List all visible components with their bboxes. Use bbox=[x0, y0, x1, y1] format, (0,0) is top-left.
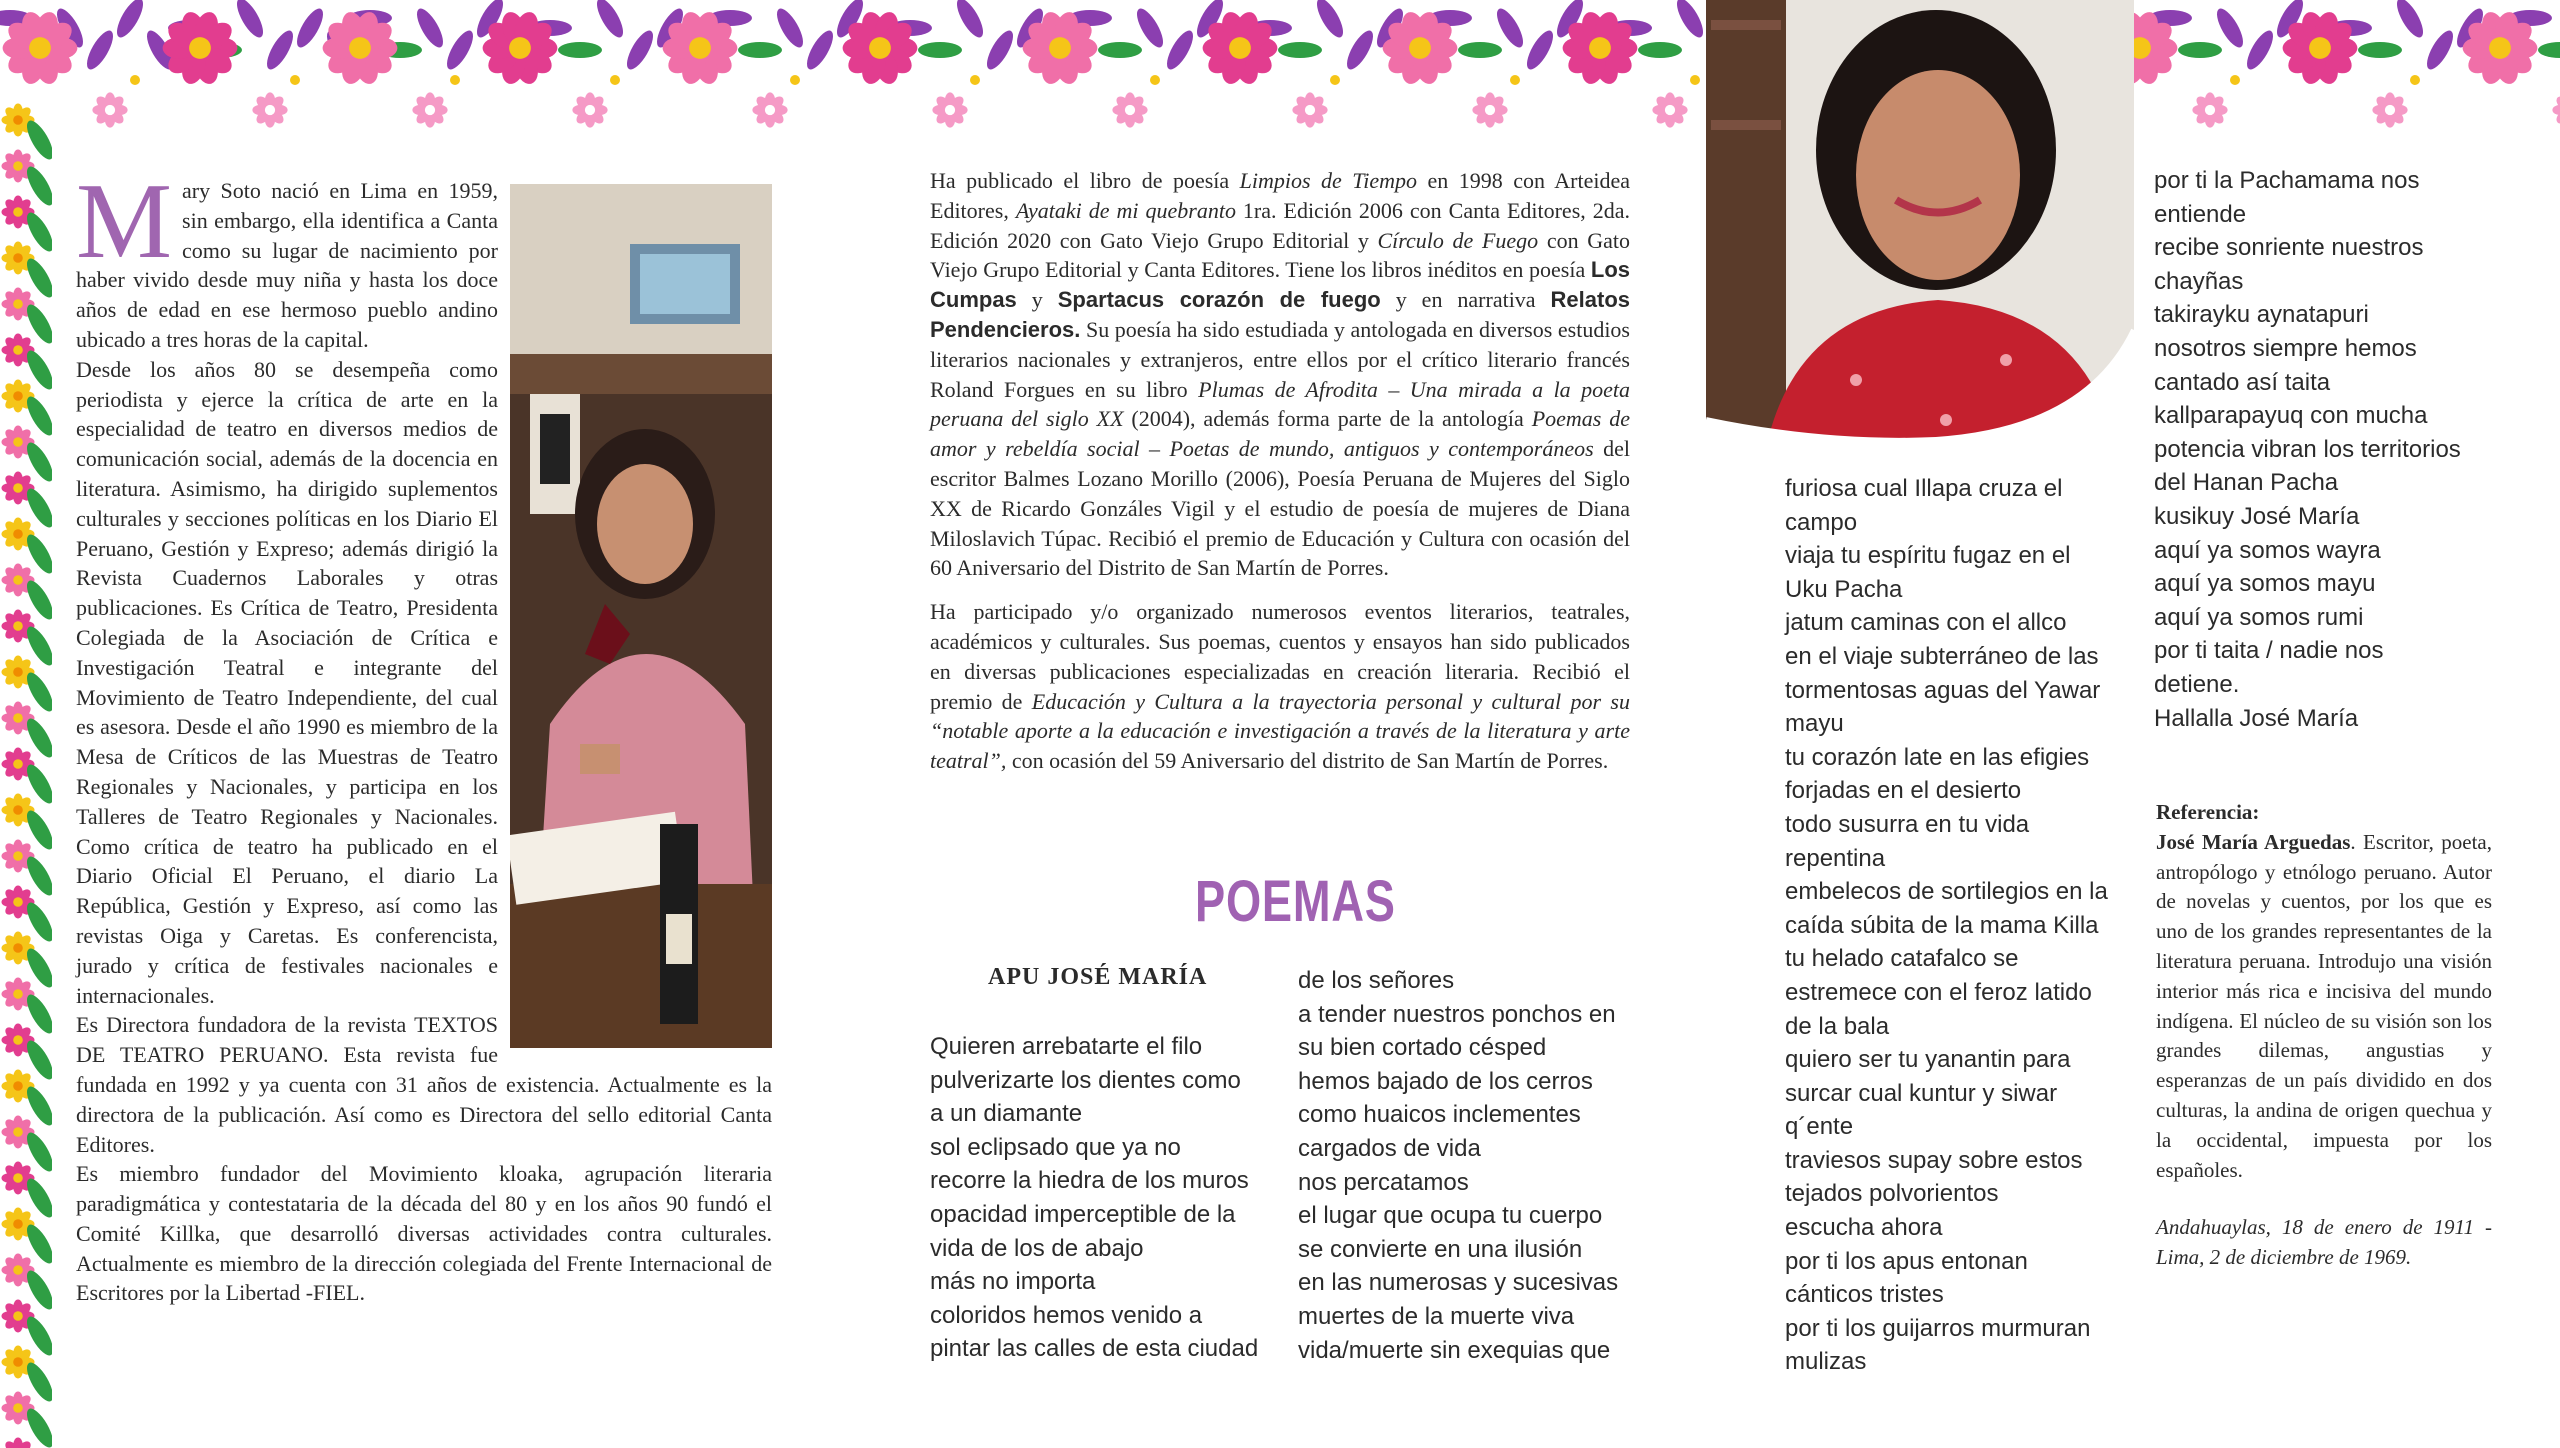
floral-top-border bbox=[0, 0, 2560, 170]
poem-line: vida de los de abajo bbox=[930, 1234, 1144, 1262]
poem-line: cargados de vida bbox=[1298, 1134, 1481, 1162]
reference-dates: Andahuaylas, 18 de enero de 1911 - Lima, 2 de diciembre de 1969. bbox=[2156, 1215, 2492, 1270]
poem-column-2 bbox=[1298, 964, 1618, 1367]
poem-line: tu helado catafalco se bbox=[1785, 945, 2019, 973]
poem-line: quiero ser tu yanantin para bbox=[1785, 1046, 2071, 1074]
poem-title: APU JOSÉ MARÍA bbox=[988, 964, 1208, 990]
poem-line: vida/muerte sin exequias que bbox=[1298, 1336, 1611, 1364]
poem-line: hemos bajado de los cerros bbox=[1298, 1067, 1593, 1095]
author-portrait bbox=[1706, 0, 2134, 448]
reference-box bbox=[2156, 798, 2492, 1273]
poem-line: por ti la Pachamama nos bbox=[2154, 167, 2420, 194]
poem-line: cantado así taita bbox=[2154, 368, 2331, 396]
poem-line: caída súbita de la mama Killa bbox=[1785, 911, 2099, 939]
poem-line: opacidad imperceptible de la bbox=[930, 1200, 1236, 1228]
publications-paragraph: Ha publicado el libro de poesía Limpios de Tiempo en 1998 con Arteidea Editores, Ayataki de mi quebranto 1ra. Edición 2006 con Canta Editores, 2da. Edición 2020 con Gato Viejo Grupo Editorial y Círculo de Fuego con Gato Viejo Grupo Editorial y Canta Editores. Tiene los libros inéditos en poesía Los Cumpas y Spartacus corazón de fuego y en narrativa Relatos Pendencieros. Su poesía ha sido estudiada y antologada en diversos estudios literarios nacionales y extranjeros, entre ellos por el crítico literario francés Roland Forgues en su libro Plumas de Afrodita – Una mirada a la poeta peruana del siglo XX (2004), además forma parte de la antología Poemas de amor y rebeldía social – Poetas de mundo, antiguos y contemporáneos del escritor Balmes Lozano Morillo (2006), Poesía Peruana de Mujeres del Siglo XX de Ricardo Gonzáles Vigil y el estudio de poesía de mujeres de Diana Miloslavich Túpac. Recibió el premio de Educación y Cultura con ocasión del 60 Aniversario del Distrito de San Martín de Porres. bbox=[930, 168, 1631, 581]
reference-label: Referencia: bbox=[2156, 800, 2260, 824]
poem-line: en las numerosas y sucesivas bbox=[1298, 1269, 1619, 1297]
poem-line: takirayku aynatapuri bbox=[2154, 301, 2369, 329]
poem-line: cánticos tristes bbox=[1785, 1281, 1944, 1309]
poem-line: pulverizarte los dientes como bbox=[930, 1066, 1241, 1094]
poem-line: de los señores bbox=[1298, 967, 1455, 994]
poem-line: kusikuy José María bbox=[2154, 502, 2360, 530]
poem-line: escucha ahora bbox=[1785, 1214, 1943, 1242]
awards-paragraph: Ha participado y/o organizado numerosos eventos literarios, teatrales, académicos y culturales. Sus poemas, cuentos y ensayos han sido publicados en diversas publicaciones especializadas en creación literaria. Recibió el premio de Educación y Cultura a la trayectoria personal y cultural por su “notable aporte a la educación e investigación a través de la literatura y arte teatral”, con ocasión del 59 Aniversario del distrito de San Martín de Porres. bbox=[930, 599, 1630, 774]
poem-line: de la bala bbox=[1785, 1012, 1890, 1040]
poem-line: su bien cortado césped bbox=[1298, 1034, 1547, 1062]
poem-line: por ti los apus entonan bbox=[1785, 1247, 2028, 1275]
bio-paragraph-2: Desde los años 80 se desempeña como periodista y ejerce la crítica de arte en la especialidad de teatro en diversos medios de comunicación social, además de la docencia en literatura. Asimismo, ha dirigido suplementos culturales y secciones políticas en los Diario El Peruano, Gestión y Expreso; además dirigió la Revista Cuadernos Laborales y otras publicaciones. Es Crítica de Teatro, Presidenta Colegiada de la Asociación de Crítica e Investigación Teatral e integrante del Movimiento de Teatro Independiente, del cual es asesora. Desde el año 1990 es miembro de la Mesa de Críticos de las Muestras de Teatro Regionales y Nacionales, y participa en los Talleres de Teatro Regionales y Nacionales. Como crítica de teatro ha publicado en el Diario Oficial El Peruano, el diario La República, Gestión y Expreso, así como las revistas Oiga y Caretas. Es conferencista, jurado y crítica de festivales nacionales e internacionales. bbox=[76, 356, 498, 1008]
poem-line: tejados polvorientos bbox=[1785, 1180, 1999, 1208]
poem-line: aquí ya somos mayu bbox=[2154, 570, 2376, 598]
poem-line: recibe sonriente nuestros bbox=[2154, 234, 2424, 262]
poem-line: como huaicos inclementes bbox=[1298, 1101, 1581, 1129]
poem-line: tu corazón late en las efigies bbox=[1785, 743, 2090, 771]
poem-line: chayñas bbox=[2154, 267, 2244, 295]
poem-line: kallparapayuq con mucha bbox=[2154, 402, 2428, 430]
poem-line: detiene. bbox=[2154, 670, 2240, 698]
poem-line: entiende bbox=[2154, 200, 2247, 228]
publications-text bbox=[930, 166, 1630, 790]
poem-line: mulizas bbox=[1785, 1348, 1867, 1376]
poem-line: aquí ya somos wayra bbox=[2154, 536, 2381, 564]
poem-line: tormentosas aguas del Yawar bbox=[1785, 676, 2101, 704]
poem-line: mayu bbox=[1785, 710, 1844, 738]
poem-line: por ti los guijarros murmuran bbox=[1785, 1314, 2091, 1342]
poem-line: q´ente bbox=[1785, 1113, 1854, 1141]
poem-line: traviesos supay sobre estos bbox=[1785, 1146, 2083, 1174]
poem-line: en el viaje subterráneo de las bbox=[1785, 642, 2099, 670]
poem-line: recorre la hiedra de los muros bbox=[930, 1167, 1249, 1195]
poem-line: Hallalla José María bbox=[2154, 704, 2359, 732]
poem-line: el lugar que ocupa tu cuerpo bbox=[1298, 1202, 1603, 1230]
floral-left-border bbox=[0, 100, 52, 1448]
poem-line: embelecos de sortilegios en la bbox=[1785, 878, 2108, 906]
poem-line: coloridos hemos venido a bbox=[930, 1301, 1203, 1329]
poem-line: viaja tu espíritu fugaz en el bbox=[1785, 542, 2071, 570]
poem-line: muertes de la muerte viva bbox=[1298, 1302, 1575, 1330]
poem-line: repentina bbox=[1785, 844, 1886, 872]
poem-line: aquí ya somos rumi bbox=[2154, 603, 2364, 631]
poem-column-3 bbox=[1785, 472, 2108, 1379]
poem-line: surcar cual kuntur y siwar bbox=[1785, 1079, 2058, 1107]
dropcap-letter: M bbox=[76, 162, 173, 281]
poem-line: nosotros siempre hemos bbox=[2154, 334, 2417, 362]
poem-line: pintar las calles de esta ciudad bbox=[930, 1335, 1259, 1363]
poem-line: Uku Pacha bbox=[1785, 575, 1903, 603]
poem-line: sol eclipsado que ya no bbox=[930, 1133, 1181, 1161]
reference-text: José María Arguedas. Escritor, poeta, antropólogo y etnólogo peruano. Autor de novelas y cuentos, por los que es uno de los grandes representantes de la literatura peruana. Introdujo una visión interior más rica e incisiva del mundo indígena. El núcleo de su visión son los grandes dilemas, angustias y esperanzas de un país dividido en dos culturas, la andina de origen quechua y la occidental, impuesta por los españoles. bbox=[2156, 829, 2492, 1182]
poem-line: más no importa bbox=[930, 1268, 1096, 1296]
bio-paragraph-1: ary Soto nació en Lima en 1959, sin embargo, ella identifica a Canta como su lugar de nacimiento por haber vivido desde muy niña y hasta los doce años de edad en ese hermoso pueblo andino ubicado a tres horas de la capital. bbox=[76, 178, 498, 352]
poem-line: del Hanan Pacha bbox=[2154, 469, 2339, 497]
poem-line: jatum caminas con el allco bbox=[1785, 609, 2067, 637]
poem-line: a un diamante bbox=[930, 1100, 1083, 1128]
poem-line: a tender nuestros ponchos en bbox=[1298, 1000, 1616, 1028]
poem-line: por ti taita / nadie nos bbox=[2154, 637, 2384, 665]
poem-line: nos percatamos bbox=[1298, 1168, 1469, 1196]
poem-line: potencia vibran los territorios bbox=[2154, 435, 2461, 463]
poem-column-4 bbox=[2154, 164, 2461, 735]
poem-line: forjadas en el desierto bbox=[1785, 777, 2022, 805]
poem-line: estremece con el feroz latido bbox=[1785, 978, 2092, 1006]
bio-paragraph-3: Es Directora fundadora de la revista TEXTOS DE TEATRO PERUANO. Esta revista fue fundada en 1992 y ya cuenta con 31 años de existencia. Actualmente es la directora de la publicación. Así como es Directora del sello editorial Canta Editores. bbox=[76, 1012, 772, 1157]
poem-column-1 bbox=[930, 1030, 1258, 1366]
poem-line: todo susurra en tu vida bbox=[1785, 810, 2030, 838]
author-bio bbox=[76, 162, 772, 1308]
poem-line: Quieren arrebatarte el filo bbox=[930, 1033, 1203, 1060]
author-photo-wine bbox=[510, 184, 772, 1048]
poem-line: furiosa cual Illapa cruza el bbox=[1785, 475, 2063, 502]
section-heading-poemas: POEMAS bbox=[1195, 869, 1396, 934]
poem-line: campo bbox=[1785, 508, 1858, 536]
bio-paragraph-4: Es miembro fundador del Movimiento kloaka, agrupación literaria paradigmática y contestataria de la década del 80 y en los años 90 fundó el Comité Killka, que desarrolló diversas actividades contra culturales. Actualmente es miembro de la dirección colegiada del Frente Internacional de Escritores por la Libertad -FIEL. bbox=[76, 1161, 772, 1306]
poem-line: se convierte en una ilusión bbox=[1298, 1235, 1583, 1263]
